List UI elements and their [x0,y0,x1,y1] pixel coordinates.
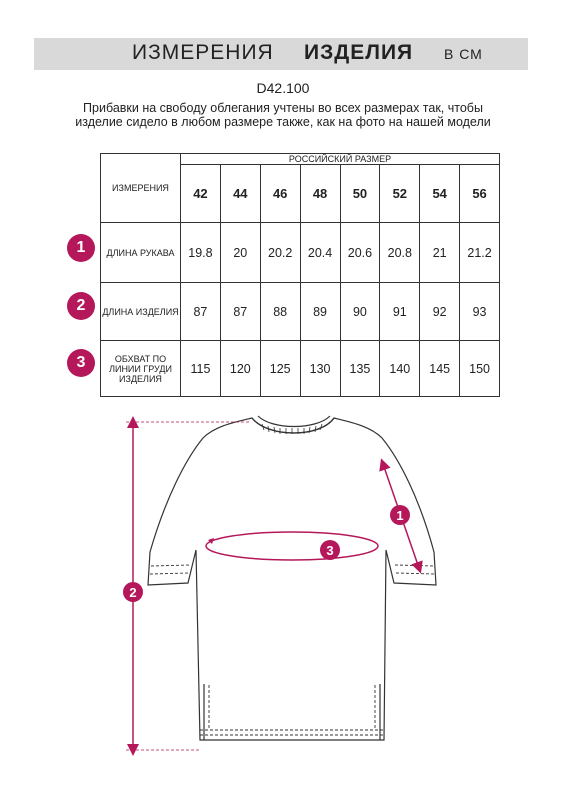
table-cell: 21 [420,223,460,283]
size-header: 46 [260,165,300,223]
badge-garment-length: 2 [67,292,95,320]
table-cell: 90 [340,283,380,341]
table-cell: 93 [460,283,500,341]
tshirt-sketch [0,400,566,800]
table-cell: 20.6 [340,223,380,283]
row-label: ОБХВАТ ПО ЛИНИИ ГРУДИ ИЗДЕЛИЯ [101,341,181,397]
table-cell: 115 [181,341,221,397]
table-cell: 140 [380,341,420,397]
table-row [101,223,500,283]
table-cell: 21.2 [460,223,500,283]
size-header: 56 [460,165,500,223]
table-row [101,283,500,341]
size-header: 54 [420,165,460,223]
fit-note: Прибавки на свободу облегания учтены во всех размерах так, чтобы изделие сидело в любом размере также, как на фото на нашей модели [75,101,491,129]
row-label: ДЛИНА РУКАВА [101,223,181,283]
table-row [101,341,500,397]
product-code: D42.100 [256,80,310,96]
chest-girth-ellipse [206,532,378,560]
table-cell: 20.4 [300,223,340,283]
table-cell: 20.8 [380,223,420,283]
table-cell: 130 [300,341,340,397]
tshirt-outline [148,416,436,740]
size-table [100,153,500,397]
table-cell: 92 [420,283,460,341]
svg-text:3: 3 [326,543,334,558]
table-cell: 88 [260,283,300,341]
header-title-product: ИЗДЕЛИЯ [304,41,414,64]
svg-text:2: 2 [129,585,137,600]
svg-text:1: 1 [396,508,404,523]
header-units: В СМ [444,46,483,62]
size-group-header: РОССИЙСКИЙ РАЗМЕР [181,154,500,165]
size-header: 42 [181,165,221,223]
table-cell: 125 [260,341,300,397]
table-cell: 89 [300,283,340,341]
badge-sleeve-length: 1 [67,234,95,262]
table-cell: 135 [340,341,380,397]
table-cell: 20.2 [260,223,300,283]
size-header: 44 [220,165,260,223]
table-cell: 20 [220,223,260,283]
size-header: 52 [380,165,420,223]
row-label: ДЛИНА ИЗДЕЛИЯ [101,283,181,341]
table-cell: 19.8 [181,223,221,283]
collar-rib [262,424,322,434]
badge-chest-girth: 3 [67,349,95,377]
table-cell: 145 [420,341,460,397]
size-header: 50 [340,165,380,223]
header-bar [34,38,528,70]
table-cell: 91 [380,283,420,341]
measure-header: ИЗМЕРЕНИЯ [101,154,181,223]
header-title-measurements: ИЗМЕРЕНИЯ [132,41,274,64]
table-cell: 87 [181,283,221,341]
table-cell: 150 [460,341,500,397]
stitching [150,565,435,735]
size-header: 48 [300,165,340,223]
table-cell: 120 [220,341,260,397]
table-cell: 87 [220,283,260,341]
